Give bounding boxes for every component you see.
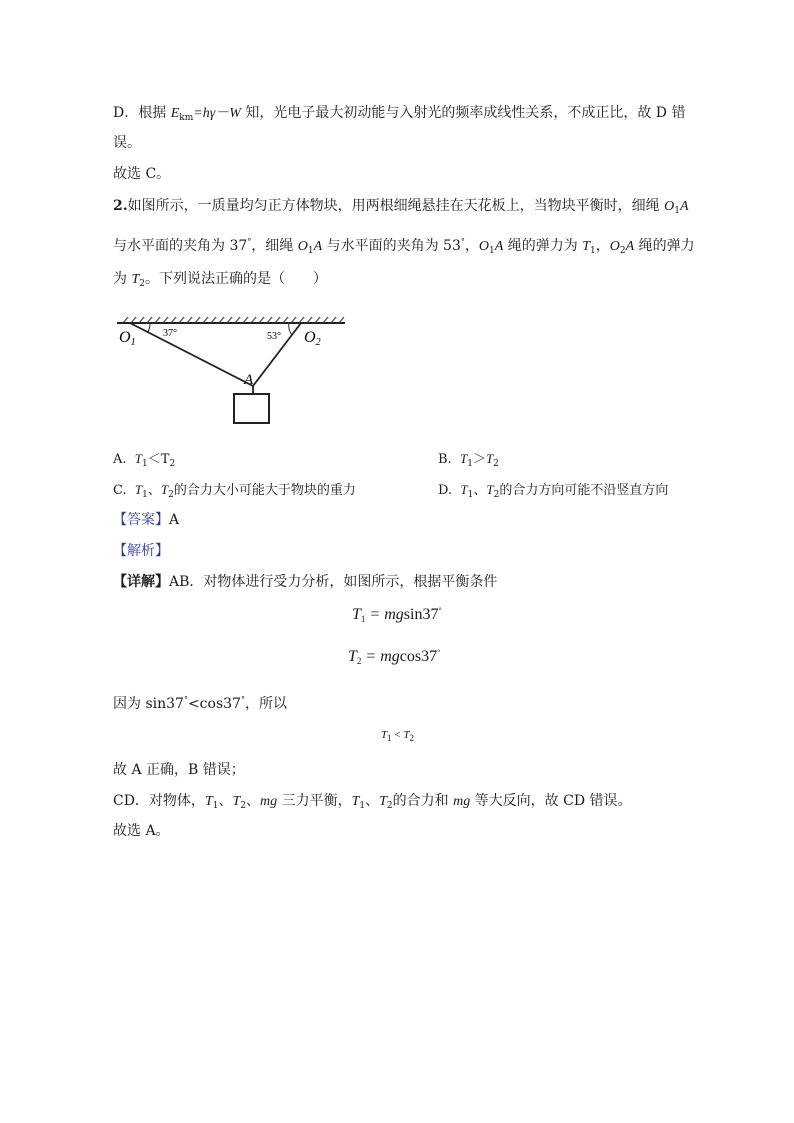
option-label: B. [438,452,452,467]
option-a [113,448,175,469]
analysis-tag: 【解析】 [113,543,169,559]
subscript: 1 [467,490,474,500]
symbol: T [582,239,590,254]
symbol: mg [260,794,278,809]
subscript: 1 [359,801,366,811]
option-b [438,448,499,469]
symbol: T [485,451,494,466]
symbol: mg [453,794,471,809]
option-c [113,479,356,500]
equation-compare [381,729,414,743]
text: 与水平面的夹角为 37 [113,238,248,254]
symbol: A [313,239,323,254]
text: 等大反向，故 CD 错误。 [470,793,632,809]
final-conclusion: 故选 A。 [113,823,170,839]
relation: < [391,729,404,741]
degree: ° [183,695,188,704]
symbol: O [664,199,675,214]
symbol: T [459,451,468,466]
answer-value: A [169,512,180,528]
angle-arc-53 [289,323,292,335]
rope-block-diagram [113,313,353,429]
option-d-explanation-line2: 误。 [113,135,141,151]
subscript: 1 [488,246,495,256]
symbol: = mg [361,648,400,665]
subscript: 2 [240,801,246,811]
subscript: 1 [467,459,473,469]
degree: ° [460,237,465,246]
detail-tag: 【详解】 [113,574,169,590]
symbol: T [460,482,468,497]
symbol: O [609,239,620,254]
separator: 、 [246,793,260,809]
subscript: 2 [386,801,393,811]
separator: 、 [365,793,380,809]
symbol: T [352,606,361,623]
symbol: T [134,451,143,466]
degree: ° [240,695,245,704]
answer-tag: 【答案】 [113,512,169,528]
subscript: 1 [142,459,148,469]
conclusion-ab: 故 A 正确，B 错误； [113,762,245,778]
label-angle-53: 53° [267,331,281,342]
question-line2 [113,232,695,261]
subscript: 1 [674,206,680,216]
text: 知，光电子最大初动能与入射光的频率成线性关系，不成正比，故 D 错 [240,105,686,121]
text: 因为 sin37 [113,696,184,712]
subscript: 1 [142,490,148,500]
symbol: T [379,794,387,809]
question-line1 [113,196,689,221]
symbol: T [348,648,357,665]
question-line3 [113,269,327,294]
text: CD．对物体， [113,793,205,809]
symbol: O [297,239,308,254]
symbol: A [494,239,504,254]
separator: 、 [473,483,487,498]
answer-line [113,510,179,530]
relation: ＞ [472,452,486,467]
option-text: 的合力大小可能大于物块的重力 [173,483,356,498]
because-line [113,690,287,714]
subscript: 2 [139,279,145,289]
previous-conclusion: 故选 C。 [113,166,171,182]
degree: ° [437,648,441,657]
detail-text: AB．对物体进行受力分析，如图所示，根据平衡条件 [169,574,498,590]
separator: 、 [147,483,161,498]
subscript: 2 [493,490,500,500]
option-label: A. [113,452,127,467]
subscript: 2 [356,656,362,666]
subscript: 2 [409,733,414,743]
subscript: 1 [589,246,596,256]
symbol: T [204,794,213,809]
option-label: C. [113,483,127,498]
text: <cos37 [187,696,241,712]
text: D．根据 [113,105,171,121]
relation: ＜T [147,452,170,467]
text: 三力平衡， [277,793,352,809]
symbol: T [403,729,410,741]
rope-o1a [130,323,253,386]
text: ， [464,238,479,254]
symbol-e: E [170,106,180,121]
function: sin37 [403,606,439,623]
text: 绳的弹力为 [503,238,583,254]
text: ，细绳 [251,238,298,254]
option-text: 的合力方向可能不沿竖直方向 [499,483,669,498]
label-o2: O2 [304,329,321,348]
equation-rest: =hγ－W [193,106,241,121]
text: 。下列说法正确的是（ ） [144,271,327,287]
text: ， [595,238,610,254]
symbol: = mg [365,606,404,623]
text: 如图所示，一质量均匀正方体物块，用两根细绳悬挂在天花板上，当物块平衡时，细绳 [127,198,665,214]
symbol: T [134,482,143,497]
label-a: A [244,372,254,388]
function: cos37 [399,648,438,665]
separator: 、 [218,793,233,809]
text: ，所以 [244,696,287,712]
detail-line [113,572,497,592]
subscript: 2 [619,246,626,256]
subscript: km [179,113,194,123]
option-d [438,479,668,500]
text: 绳的弹力 [634,238,695,254]
question-number: 2. [113,198,128,214]
subscript: 1 [212,801,219,811]
option-label: D. [438,483,453,498]
symbol: T [232,794,241,809]
subscript: 2 [493,459,499,469]
symbol: T [381,729,388,741]
subscript: 2 [168,490,174,500]
text: 为 [113,271,132,287]
symbol: T [486,482,494,497]
option-d-explanation-line1 [113,103,685,128]
subscript: 1 [360,614,366,624]
symbol: T [131,272,140,287]
subscript: 1 [307,246,314,256]
block [234,394,269,423]
equation-t1 [352,606,442,624]
label-o1: O1 [119,329,136,348]
subscript: 2 [169,459,176,469]
symbol: A [679,199,689,214]
text: 与水平面的夹角为 53 [322,238,461,254]
degree: ° [247,237,252,246]
equation-t2 [348,648,440,666]
label-angle-37: 37° [163,328,177,339]
degree: ° [438,606,442,615]
angle-arc-37 [148,323,150,332]
subscript: 1 [387,733,392,743]
cd-line [113,791,632,816]
symbol: T [351,794,360,809]
symbol: O [478,239,489,254]
symbol: A [625,239,635,254]
text: 的合力和 [392,793,454,809]
symbol: T [160,482,169,497]
